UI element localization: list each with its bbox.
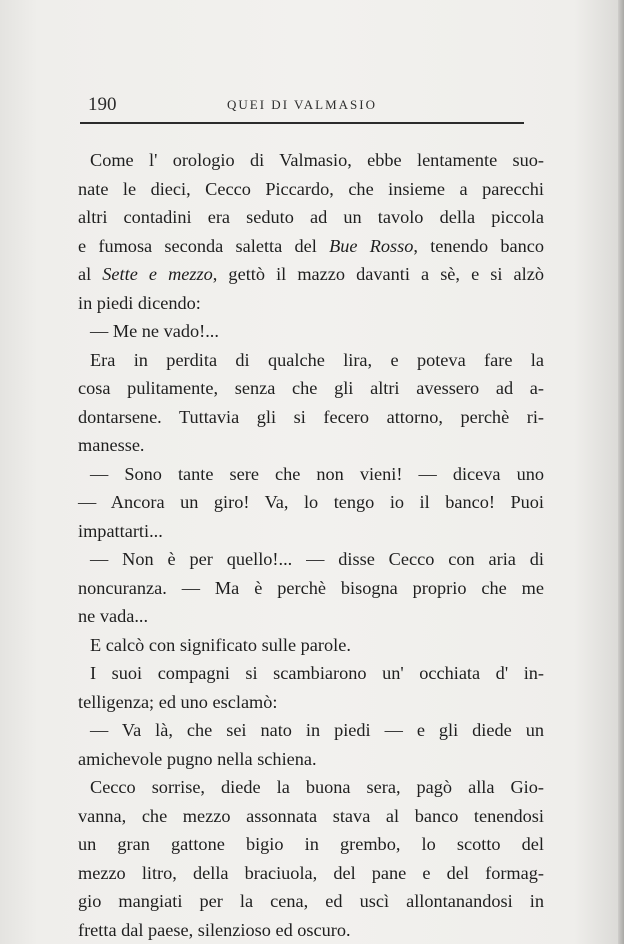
text-line: cosa pulitamente, senza che gli altri avessero ad a- <box>78 378 544 398</box>
text-line: in piedi dicendo: <box>78 292 201 313</box>
text-line: — Sono tante sere che non vieni! — diceva uno <box>90 463 544 484</box>
text-line: noncuranza. — Ma è perchè bisogna proprio che me <box>78 577 544 598</box>
italic-game-name: Sette e mezzo <box>102 264 213 284</box>
page-edge-shadow <box>618 0 624 944</box>
text-line: ne vada... <box>78 606 149 626</box>
text-line: nate le dieci, Cecco Piccardo, che insieme a parecchi <box>78 178 544 199</box>
text-line: fretta dal paese, silenzioso ed oscuro. <box>78 919 351 940</box>
text-line: I suoi compagni si scambiarono un' occhiata d' in- <box>90 663 544 683</box>
text-line: e fumosa seconda saletta del Bue Rosso, tenendo banco <box>78 235 544 256</box>
text-line: — Non è per quello!... — disse Cecco con aria di <box>90 549 544 569</box>
text-line: — Va là, che sei nato in piedi — e gli diede un <box>90 720 544 740</box>
text-line: Era in perdita di qualche lira, e poteva fare la <box>90 349 544 370</box>
page-header <box>76 94 528 122</box>
body-text <box>74 146 544 944</box>
text-line: telligenza; ed uno esclamò: <box>78 691 278 712</box>
header-rule <box>80 122 524 124</box>
italic-inn-name: Bue Rosso <box>329 235 414 256</box>
text-line: Cecco sorrise, diede la buona sera, pagò alla Gio- <box>90 777 544 797</box>
text-line: — Me ne vado!... <box>90 321 219 341</box>
text-line: mezzo litro, della braciuola, del pane e del formag- <box>78 862 544 883</box>
text-line: impattarti... <box>78 520 163 541</box>
page-number: 190 <box>88 94 117 115</box>
text-line: un gran gattone bigio in grembo, lo scotto del <box>78 834 544 854</box>
text-line: vanna, che mezzo assonnata stava al banco tenendosi <box>78 805 544 826</box>
text-line: amichevole pugno nella schiena. <box>78 748 317 769</box>
text-line: manesse. <box>78 435 145 455</box>
text-line: Come l' orologio di Valmasio, ebbe lentamente suo- <box>90 150 544 170</box>
text-line: — Ancora un giro! Va, lo tengo io il banco! Puoi <box>78 492 544 512</box>
text-line: altri contadini era seduto ad un tavolo della piccola <box>78 207 544 227</box>
text-line: al Sette e mezzo, gettò il mazzo davanti a sè, e si alzò <box>78 264 544 284</box>
text-line: E calcò con significato sulle parole. <box>90 634 351 655</box>
text-line: gio mangiati per la cena, ed uscì allontanandosi in <box>78 891 544 911</box>
running-title: QUEI DI VALMASIO <box>227 97 377 112</box>
text-line: dontarsene. Tuttavia gli si fecero attorno, perchè ri- <box>78 406 544 427</box>
